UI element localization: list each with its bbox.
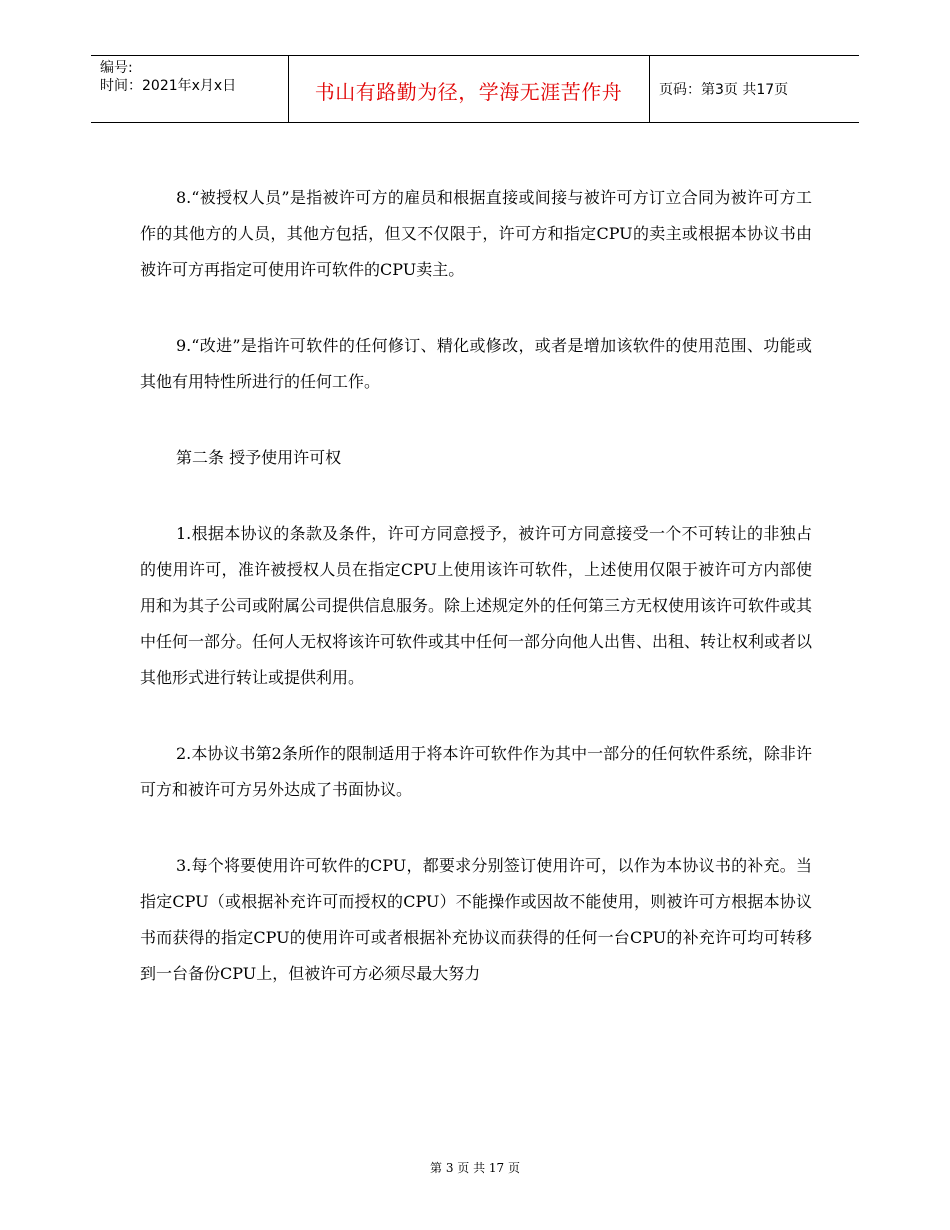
header-page-info: 页码：第3页 共17页 xyxy=(659,82,789,98)
header-motto: 书山有路勤为径，学海无涯苦作舟 xyxy=(314,80,623,104)
article-2-item-3-paragraph: 3.每个将要使用许可软件的CPU，都要求分别签订使用许可，以作为本协议书的补充。当指定CPU（或根据补充许可而授权的CPU）不能操作或因故不能使用，则被许可方根据本协议书而获得的指定CPU的使用许可或者根据补充协议而获得的任何一台CPU的补充许可均可转移到一台备份CPU上，但被许可方必须尽最大努力 xyxy=(140,856,812,983)
document-time-label: 时间：2021年x月x日 xyxy=(100,78,237,94)
section-heading-article-2: 第二条 授予使用许可权 xyxy=(176,448,342,467)
document-number-label: 编号: xyxy=(100,60,133,76)
article-2-item-1-paragraph: 1.根据本协议的条款及条件，许可方同意授予，被许可方同意接受一个不可转让的非独占的使用许可，准许被授权人员在指定CPU上使用该许可软件，上述使用仅限于被许可方内部使用和为其子公司或附属公司提供信息服务。除上述规定外的任何第三方无权使用该许可软件或其中任何一部分。任何人无权将该许可软件或其中任何一部分向他人出售、出租、转让权利或者以其他形式进行转让或提供利用。 xyxy=(140,524,813,687)
header-meta xyxy=(100,59,236,95)
page-header xyxy=(91,55,859,123)
clause-8-paragraph: 8.“被授权人员”是指被许可方的雇员和根据直接或间接与被许可方订立合同为被许可方工作的其他方的人员，其他方包括，但又不仅限于，许可方和指定CPU的卖主或根据本协议书由被许可方再指定可使用许可软件的CPU卖主。 xyxy=(140,188,812,279)
clause-9-paragraph: 9.“改进”是指许可软件的任何修订、精化或修改，或者是增加该软件的使用范围、功能或其他有用特性所进行的任何工作。 xyxy=(140,336,812,391)
header-divider-right xyxy=(649,56,650,122)
document-body xyxy=(140,180,812,1032)
page-footer: 第 3 页 共 17 页 xyxy=(430,1161,520,1175)
article-2-item-2-paragraph: 2.本协议书第2条所作的限制适用于将本许可软件作为其中一部分的任何软件系统，除非许可方和被许可方另外达成了书面协议。 xyxy=(140,744,812,799)
